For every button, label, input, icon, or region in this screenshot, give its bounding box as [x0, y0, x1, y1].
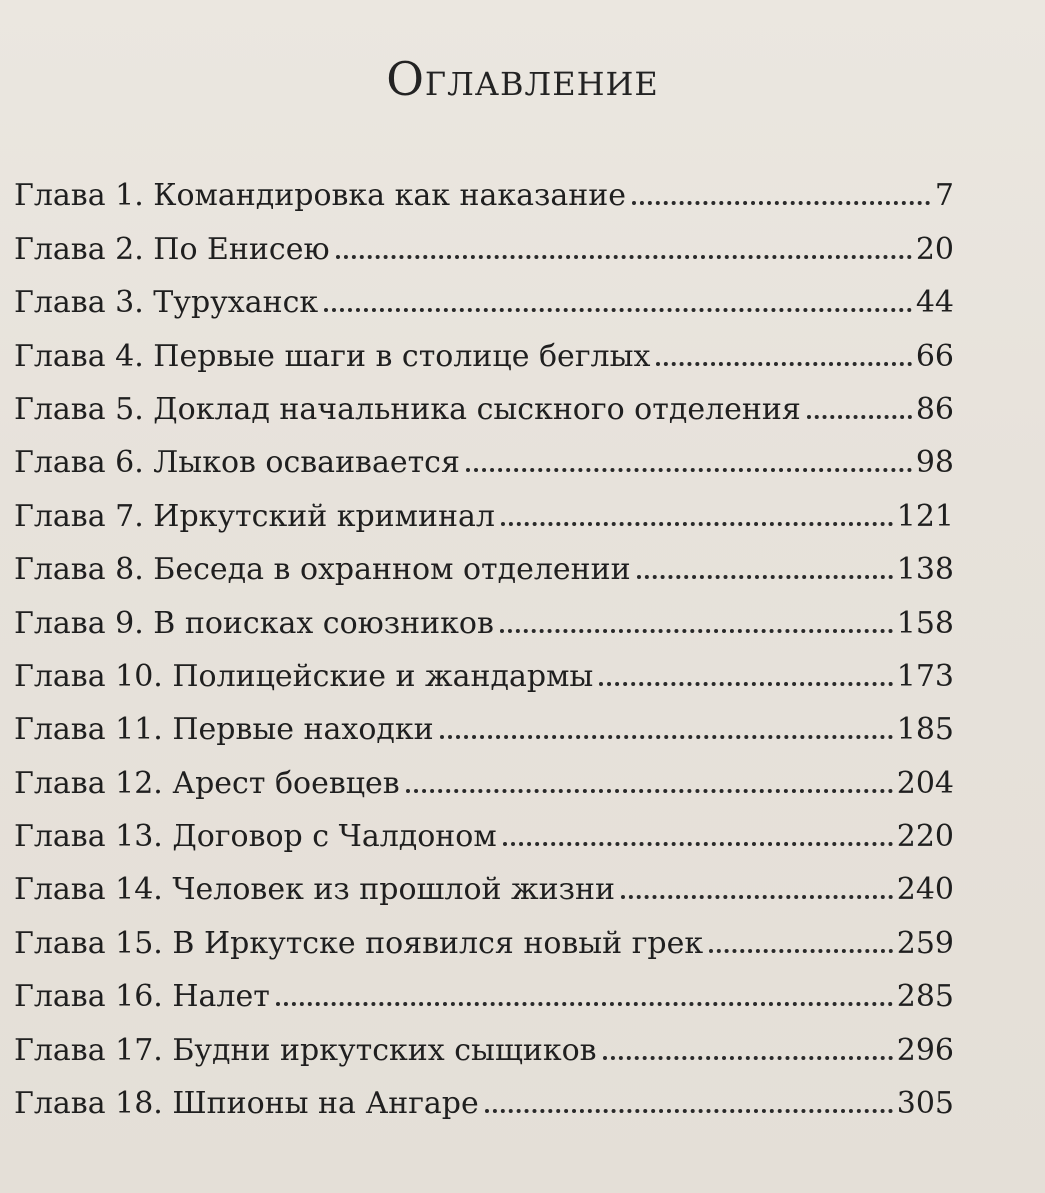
page-title: Оглавление — [386, 52, 659, 106]
page-number: 285 — [896, 979, 954, 1015]
toc-entry — [14, 532, 954, 588]
chapter-title: Глава 6. Лыков осваивается — [14, 445, 460, 481]
toc-entry — [14, 1012, 954, 1068]
toc-entry — [14, 799, 954, 855]
toc-entry — [14, 372, 954, 425]
toc-entry — [14, 1066, 954, 1122]
chapter-title: Глава 18. Шпионы на Ангаре — [14, 1086, 479, 1122]
dot-leader — [621, 895, 893, 899]
page-number: 121 — [896, 498, 954, 534]
chapter-title: Глава 5. Доклад начальника сыскного отделения — [14, 391, 801, 427]
toc-entry — [14, 318, 954, 374]
page-number: 66 — [915, 338, 954, 374]
chapter-title: Глава 9. В поисках союзников — [14, 605, 494, 641]
chapter-title: Глава 10. Полицейские и жандармы — [14, 658, 594, 694]
page-number: 86 — [915, 391, 954, 427]
dot-leader — [637, 575, 893, 579]
dot-leader — [500, 629, 893, 633]
chapter-title: Глава 14. Человек из прошлой жизни — [14, 872, 615, 908]
chapter-title: Глава 17. Будни иркутских сыщиков — [14, 1032, 597, 1068]
dot-leader — [336, 255, 912, 259]
chapter-title: Глава 16. Налет — [14, 979, 270, 1015]
page-number: 220 — [896, 819, 954, 855]
toc-entry — [14, 852, 954, 908]
dot-leader — [466, 468, 912, 472]
toc-entry — [14, 265, 954, 321]
chapter-title: Глава 8. Беседа в охранном отделении — [14, 552, 631, 588]
chapter-title: Глава 11. Первые находки — [14, 712, 434, 748]
page-number: 98 — [915, 445, 954, 481]
chapter-title: Глава 3. Туруханск — [14, 285, 319, 321]
dot-leader — [276, 1002, 893, 1006]
chapter-title: Глава 13. Договор с Чалдоном — [14, 819, 497, 855]
chapter-title: Глава 1. Командировка как наказание — [14, 178, 626, 214]
toc-entry — [14, 639, 954, 692]
dot-leader — [406, 789, 893, 793]
dot-leader — [807, 415, 912, 419]
dot-leader — [603, 1056, 893, 1060]
toc-entry — [14, 959, 954, 1015]
page-number: 240 — [896, 872, 954, 908]
dot-leader — [485, 1109, 893, 1113]
toc-entry — [14, 478, 954, 534]
page-number: 138 — [896, 552, 954, 588]
page-number: 158 — [896, 605, 954, 641]
chapter-title: Глава 2. По Енисею — [14, 231, 330, 267]
chapter-title: Глава 4. Первые шаги в столице беглых — [14, 338, 651, 374]
page-number: 204 — [896, 765, 954, 801]
toc-entry — [14, 692, 954, 748]
table-of-contents — [14, 158, 954, 1122]
toc-entry — [14, 585, 954, 641]
page-number: 305 — [896, 1086, 954, 1122]
dot-leader — [656, 362, 911, 366]
page-number: 185 — [896, 712, 954, 748]
dot-leader — [324, 308, 912, 312]
chapter-title: Глава 12. Арест боевцев — [14, 765, 400, 801]
page-number: 296 — [896, 1032, 954, 1068]
toc-entry — [14, 425, 954, 481]
dot-leader — [503, 842, 893, 846]
toc-entry — [14, 211, 954, 267]
dot-leader — [599, 682, 892, 686]
chapter-title: Глава 7. Иркутский криминал — [14, 498, 495, 534]
page-number: 7 — [934, 178, 954, 214]
dot-leader — [709, 949, 893, 953]
dot-leader — [632, 201, 930, 205]
page-number: 44 — [915, 285, 954, 321]
toc-entry — [14, 905, 954, 961]
page-number: 20 — [915, 231, 954, 267]
page-number: 173 — [896, 658, 954, 694]
chapter-title: Глава 15. В Иркутске появился новый грек — [14, 925, 704, 961]
toc-entry — [14, 745, 954, 801]
dot-leader — [501, 522, 893, 526]
page-number: 259 — [896, 925, 954, 961]
toc-entry — [14, 158, 954, 214]
dot-leader — [440, 735, 893, 739]
